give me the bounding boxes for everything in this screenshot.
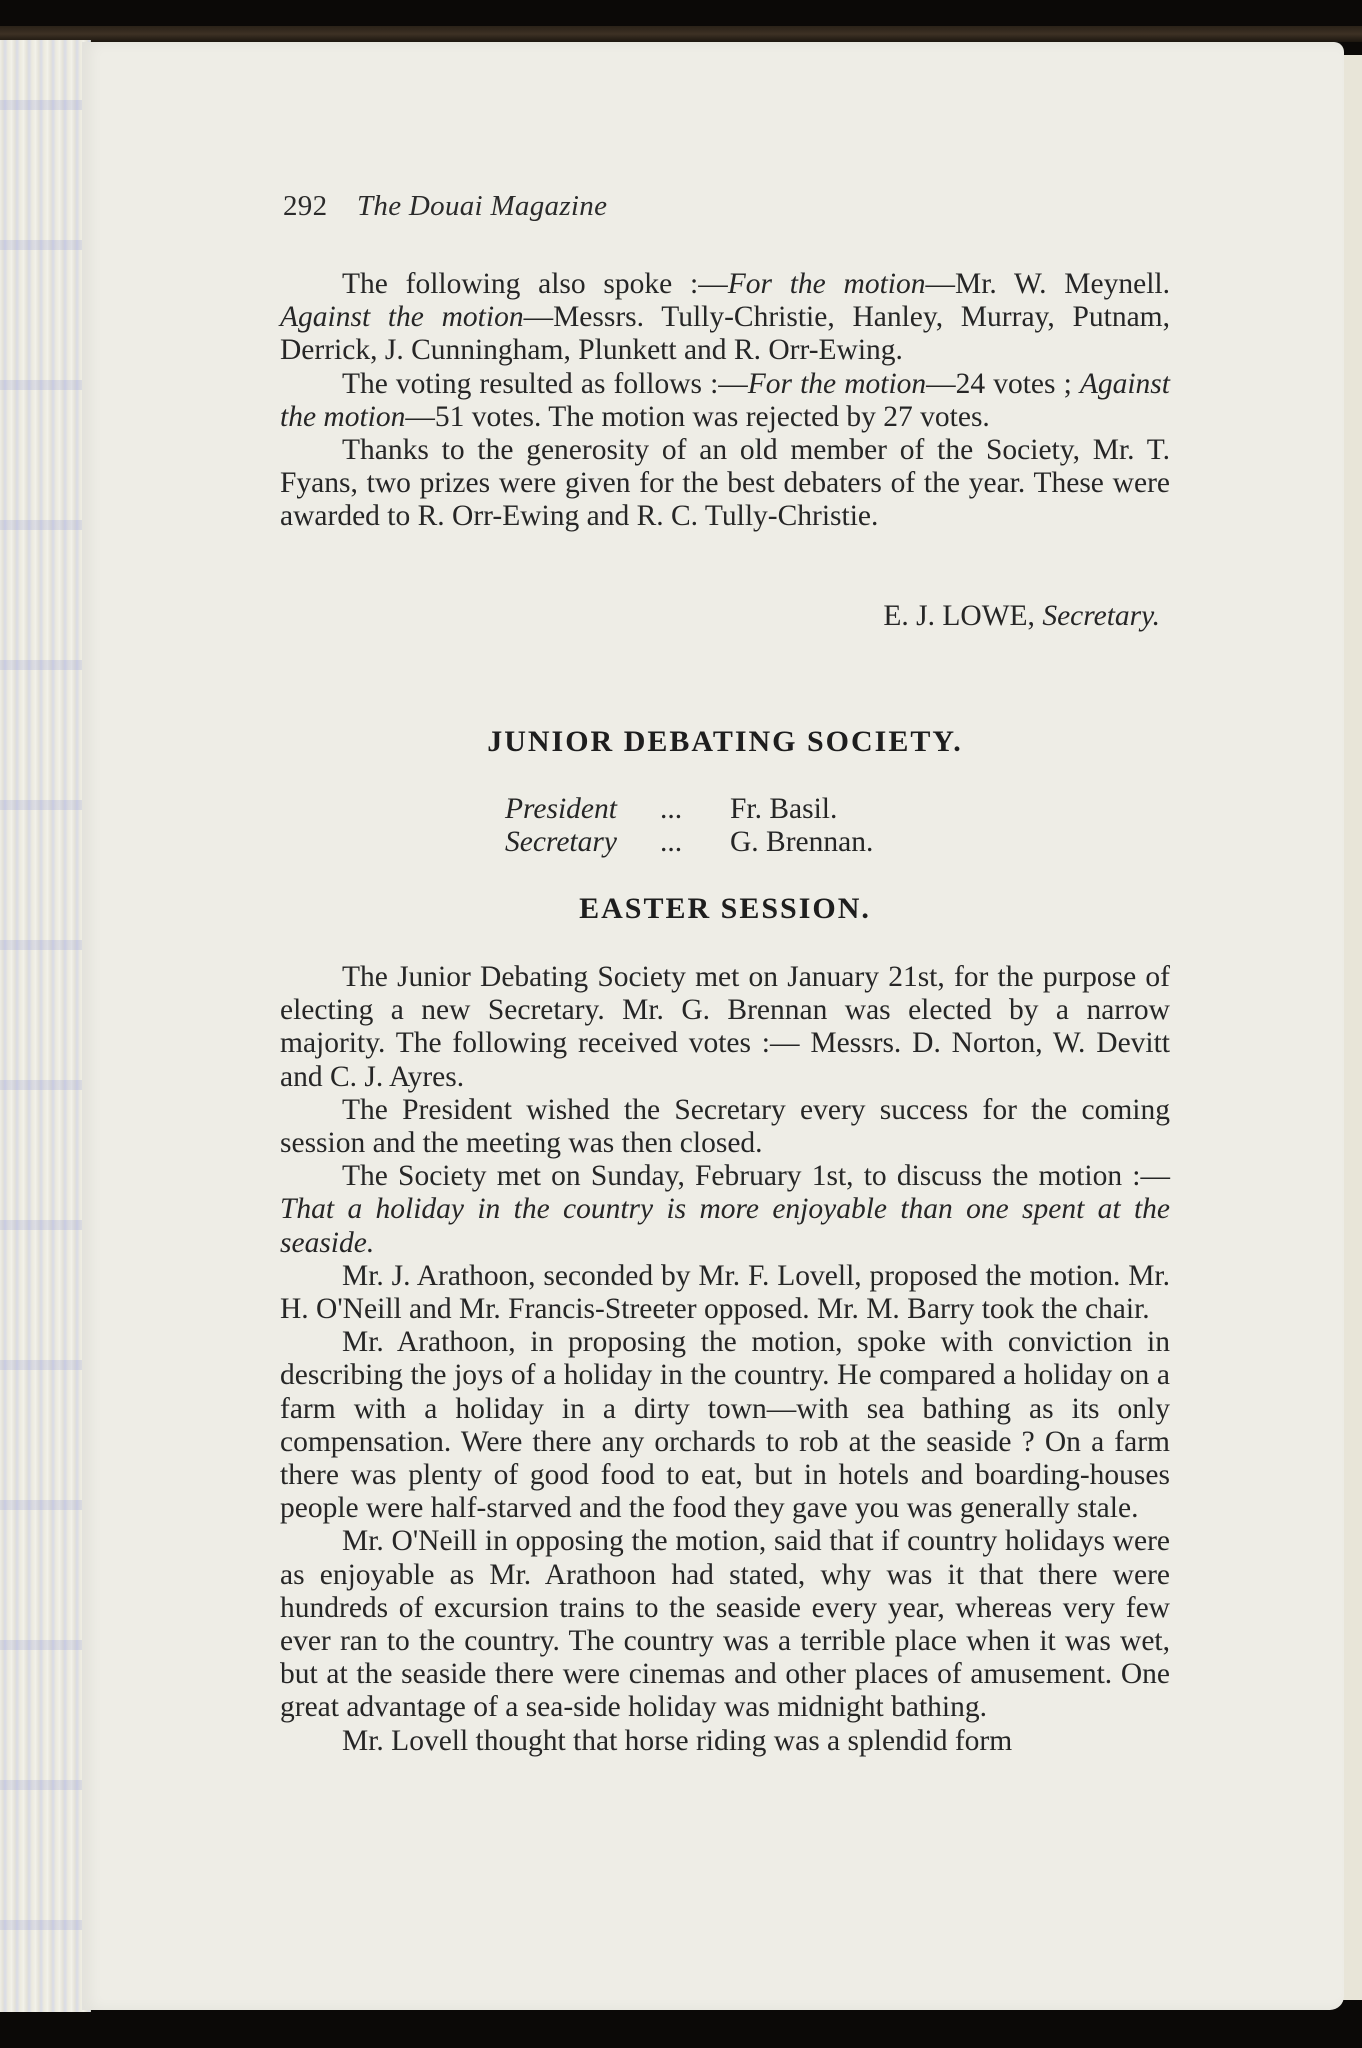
paragraph: [280, 268, 1170, 368]
book-binding: [0, 26, 1362, 42]
italic-text: For the motion: [727, 268, 926, 300]
text-run: Mr. J. Arathoon, seconded by Mr. F. Lovell, proposed the motion. Mr. H. O'Neill and Mr. Francis-Streeter opposed. Mr. M. Barry took the chair.: [280, 1259, 1170, 1326]
paragraph: [280, 1725, 1170, 1758]
officer-role: Secretary: [505, 826, 617, 858]
paragraph: [280, 368, 1170, 434]
session-subheading: EASTER SESSION.: [579, 892, 871, 925]
text-run: Mr. Arathoon, in proposing the motion, spoke with conviction in describing the joys of a holiday in the country. He compared a holiday on a farm with a holiday in a dirty town—with sea bathing as its only compensation. Were there any orchards to rob at the seaside ? On a farm there was plenty of good food to eat, but in hotels and boarding-houses people were half-starved and the food they gave you was generally stale.: [280, 1326, 1170, 1525]
paragraph: [280, 1525, 1170, 1724]
italic-text: That a holiday in the country is more enjoyable than one spent at the seaside.: [280, 1193, 1170, 1259]
facing-page-edge: [1341, 55, 1362, 2000]
paragraph: [280, 1160, 1170, 1260]
officer-row: [505, 793, 873, 826]
officers-list: [505, 793, 873, 859]
text-run: Mr. Lovell thought that horse riding was a splendid form: [342, 1724, 1013, 1757]
signature-name: E. J. LOWE,: [883, 600, 1043, 632]
text-run: Mr. O'Neill in opposing the motion, said that if country holidays were as enjoyable as Mr. Arathoon had stated, why was it that there were hundreds of excursion trains to the seaside every year, whereas very few ever ran to the country. The country was a terrible place when it was wet, but at the seaside there were cinemas and other places of amusement. One great advantage of a sea-side holiday was midnight bathing.: [280, 1525, 1170, 1724]
paragraph: [280, 1260, 1170, 1326]
paragraph: [280, 1094, 1170, 1160]
paragraph: [280, 961, 1170, 1094]
text-run: —Messrs. Tully-Christie, Hanley, Murray, Putnam, Derrick, J. Cunningham, Plunkett and R. Orr-Ewing.: [280, 301, 1170, 367]
officer-row: [505, 826, 873, 859]
officer-name: G. Brennan.: [730, 826, 874, 858]
page-number: 292: [283, 190, 328, 222]
text-run: The following also spoke :—: [342, 268, 728, 300]
page-stack-edge: [0, 40, 91, 2012]
text-run: —24 votes ;: [926, 367, 1080, 400]
text-run: The Junior Debating Society met on January 21st, for the purpose of electing a new Secretary. Mr. G. Brennan was elected by a narrow majority. The following received votes :— Messrs. D. Norton, W. Devitt and C. J. Ayres.: [280, 961, 1170, 1093]
section1-body: [280, 268, 1170, 534]
officer-dots: ...: [660, 793, 683, 825]
officer-dots: ...: [660, 826, 683, 858]
italic-text: Against the motion: [280, 301, 524, 334]
paragraph: [280, 434, 1170, 534]
paragraph: [280, 1326, 1170, 1525]
signature-role: Secretary.: [1042, 600, 1160, 632]
section2-body: [280, 961, 1170, 1758]
signature: [280, 600, 1160, 633]
text-run: The voting resulted as follows :—: [342, 367, 748, 400]
italic-text: Against the motion: [280, 367, 1170, 433]
text-run: The President wished the Secretary every success for the coming session and the meeting was then closed.: [280, 1093, 1170, 1160]
publication-title: The Douai Magazine: [356, 190, 608, 222]
running-head: [283, 190, 607, 223]
officer-name: Fr. Basil.: [730, 793, 838, 825]
text-run: The Society met on Sunday, February 1st, to discuss the motion :—: [342, 1160, 1170, 1193]
text-run: —Mr. W. Meynell.: [925, 268, 1170, 300]
officer-role: President: [505, 793, 617, 825]
section-heading: JUNIOR DEBATING SOCIETY.: [487, 725, 963, 758]
italic-text: For the motion: [747, 367, 927, 400]
text-run: —51 votes. The motion was rejected by 27 votes.: [405, 400, 990, 433]
text-run: Thanks to the generosity of an old member of the Society, Mr. T. Fyans, two prizes were given for the best debaters of the year. These were awarded to R. Orr-Ewing and R. C. Tully-Christie.: [280, 434, 1170, 533]
